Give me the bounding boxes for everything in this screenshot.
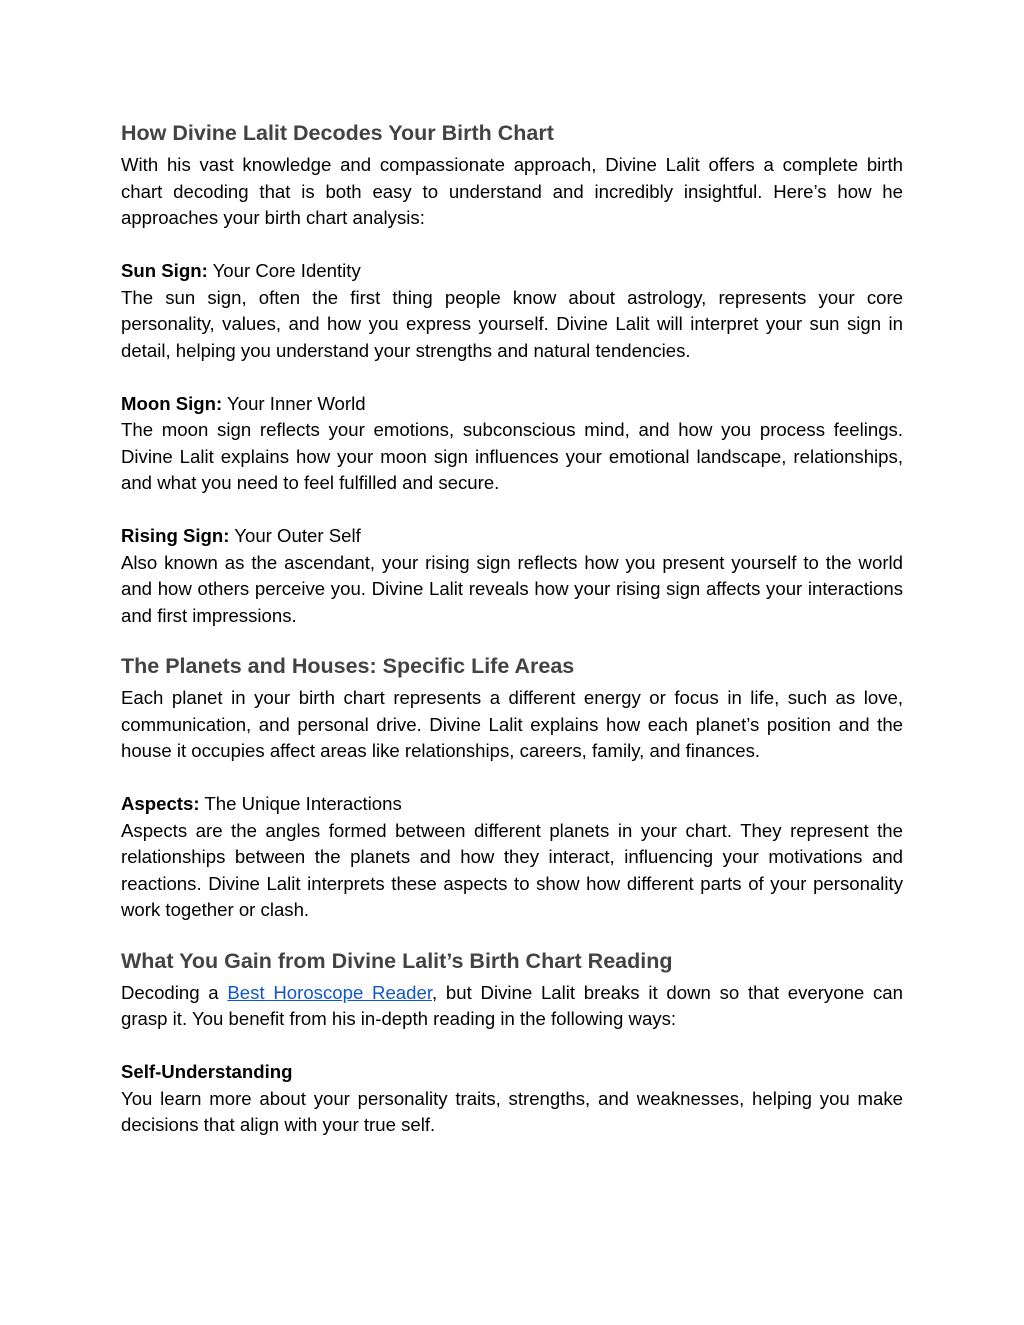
rising-sign-subtitle: Your Outer Self: [229, 525, 361, 546]
rising-sign-title: [121, 523, 903, 550]
gain-intro-paragraph: [121, 980, 903, 1033]
self-understanding-title: [121, 1059, 903, 1086]
aspects-paragraph: Aspects are the angles formed between different planets in your chart. They represent the relationships between the planets and how they interact, influencing your motivations and reactions. Divine Lalit interprets these aspects to show how different parts of your personality work together or clash.: [121, 819, 903, 920]
document-page: [121, 118, 903, 1139]
heading-birth-chart-decoding: How Divine Lalit Decodes Your Birth Chart: [121, 121, 554, 145]
aspects-title: [121, 791, 903, 818]
gain-intro-before-link: Decoding a: [121, 981, 228, 1003]
gain-intro-after-link: , but Divine Lalit breaks it down so that everyone can grasp it. You benefit from his in-depth reading in the following ways:: [121, 981, 903, 1029]
sun-sign-label: Sun Sign:: [121, 260, 208, 281]
moon-sign-label: Moon Sign:: [121, 392, 223, 414]
best-horoscope-reader-link[interactable]: Best Horoscope Reader: [227, 981, 432, 1003]
planets-paragraph: Each planet in your birth chart represents a different energy or focus in life, such as love, communication, and personal drive. Divine Lalit explains how each planet’s position and the house it occupies affect areas like relationships, careers, family, and finances.: [121, 687, 903, 761]
heading-what-you-gain: What You Gain from Divine Lalit’s Birth Chart Reading: [121, 948, 673, 973]
sun-sign-paragraph: The sun sign, often the first thing people know about astrology, represents your core personality, values, and how you express yourself. Divine Lalit will interpret your sun sign in detail, helping you understand your strengths and natural tendencies.: [121, 286, 903, 361]
sun-sign-title: [121, 258, 903, 285]
moon-sign-title: [121, 391, 903, 418]
sun-sign-subtitle: Your Core Identity: [207, 260, 361, 281]
self-understanding-label: Self-Understanding: [121, 1061, 293, 1082]
self-understanding-paragraph: You learn more about your personality traits, strengths, and weaknesses, helping you make decisions that align with your true self.: [121, 1087, 903, 1135]
heading-planets-houses: The Planets and Houses: Specific Life Areas: [121, 654, 575, 678]
aspects-subtitle: The Unique Interactions: [199, 793, 402, 814]
moon-sign-subtitle: Your Inner World: [222, 392, 366, 414]
moon-sign-paragraph: The moon sign reflects your emotions, subconscious mind, and how you process feelings. Divine Lalit explains how your moon sign influences your emotional landscape, relationships, and what you need to feel fulfilled and secure.: [121, 419, 903, 493]
rising-sign-label: Rising Sign:: [121, 525, 230, 546]
aspects-label: Aspects:: [121, 793, 200, 814]
intro-paragraph: With his vast knowledge and compassionate approach, Divine Lalit offers a complete birth chart decoding that is both easy to understand and incredibly insightful. Here’s how he approaches your birth chart analysis:: [121, 154, 903, 228]
rising-sign-paragraph: Also known as the ascendant, your rising sign reflects how you present yourself to the world and how others perceive you. Divine Lalit reveals how your rising sign affects your interactions and first impressions.: [121, 551, 903, 626]
